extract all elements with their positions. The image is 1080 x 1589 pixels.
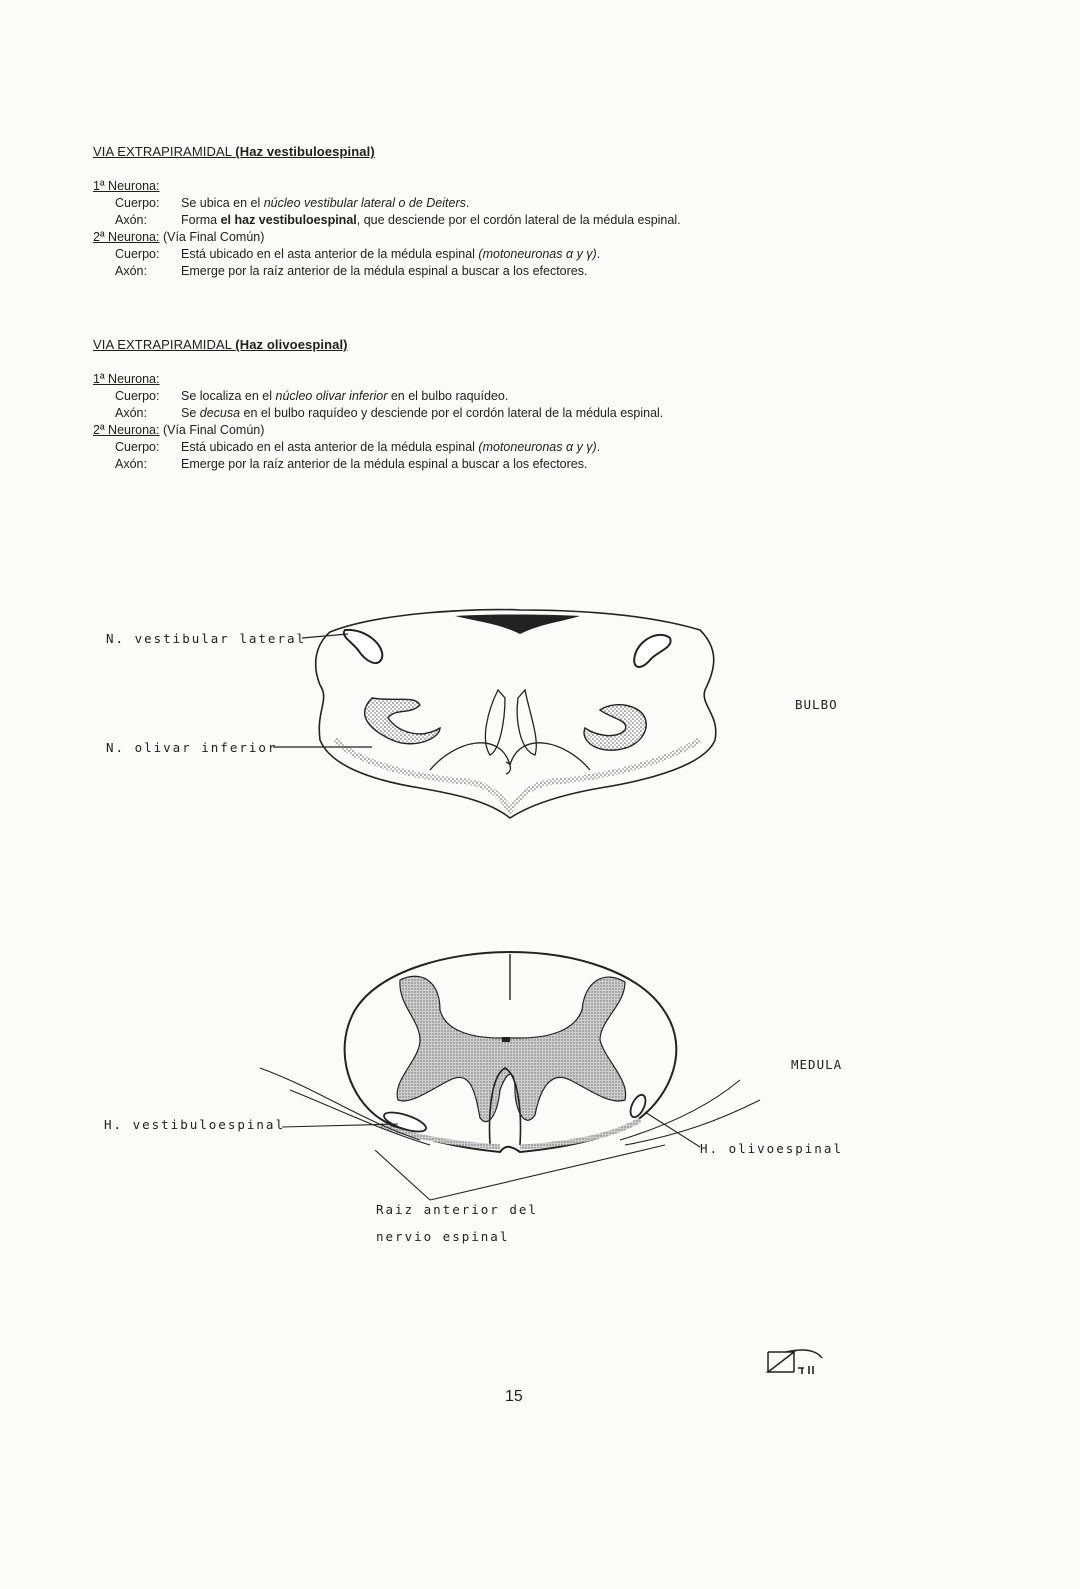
axon-text: Emerge por la raíz anterior de la médula espinal a buscar a los efectores. (181, 457, 588, 471)
axon-row (93, 263, 813, 280)
vestibular-nucleus-left (344, 630, 382, 663)
central-canal (502, 1037, 510, 1042)
olivoespinal-tract (627, 1093, 648, 1120)
label-bulbo: BULBO (795, 697, 838, 712)
axon-row (93, 212, 813, 229)
text-part: Se ubica en el (181, 196, 264, 210)
section-vestibuloespinal (93, 143, 813, 280)
text-bold: el haz vestibuloespinal (220, 213, 357, 227)
axon-label: Axón: (115, 264, 147, 278)
cuerpo-row (93, 388, 813, 405)
heading-bold: (Haz olivoespinal) (235, 337, 348, 352)
text-italic: núcleo vestibular lateral o de Deiters (263, 196, 466, 210)
text-part: Forma (181, 213, 221, 227)
raiz-leader-lines (375, 1145, 665, 1200)
label-h-olivoespinal: H. olivoespinal (700, 1141, 843, 1156)
cuerpo-label: Cuerpo: (115, 440, 160, 454)
axon-label: Axón: (115, 457, 147, 471)
neuron-2-label: 2ª Neurona: (93, 230, 160, 244)
label-raiz-line-2: nervio espinal (376, 1229, 510, 1244)
heading-bold: (Haz vestibuloespinal) (235, 144, 375, 159)
label-h-vestibuloespinal: H. vestibuloespinal (104, 1117, 285, 1132)
cuerpo-text (181, 246, 813, 263)
text-italic: decusa (199, 406, 241, 420)
text-part: Se (181, 406, 200, 420)
midline-mark (506, 762, 511, 774)
neuron-2-label: 2ª Neurona: (93, 423, 160, 437)
label-n-vestibular-lateral: N. vestibular lateral (106, 631, 307, 646)
cuerpo-label: Cuerpo: (115, 196, 160, 210)
cuerpo-text (181, 195, 813, 212)
olivary-nucleus-right (584, 705, 646, 751)
label-n-olivar-inferior: N. olivar inferior (106, 740, 278, 755)
leader-line-olivoespinal (645, 1112, 700, 1147)
text-part: , que desciende por el cordón lateral de la médula espinal. (356, 213, 681, 227)
text-italic: (motoneuronas α y γ) (478, 440, 597, 454)
olivary-nucleus-left (365, 698, 440, 744)
cuerpo-text (181, 388, 813, 405)
ventricle-band (455, 615, 580, 635)
neuron-1-label: 1ª Neurona: (93, 179, 160, 193)
neuron-2-line (93, 229, 813, 246)
neuron-2-suffix: (Vía Final Común) (159, 230, 265, 244)
axon-label: Axón: (115, 406, 147, 420)
bulbo-cross-section (0, 590, 1080, 830)
cuerpo-row (93, 195, 813, 212)
neuron-2-suffix: (Vía Final Común) (159, 423, 265, 437)
publisher-logo-icon (764, 1346, 828, 1378)
neuron-1-label: 1ª Neurona: (93, 372, 160, 386)
cuerpo-text (181, 439, 813, 456)
text-part: Está ubicado en el asta anterior de la médula espinal (181, 440, 479, 454)
label-medula: MEDULA (791, 1057, 843, 1072)
axon-row (93, 456, 813, 473)
axon-text (181, 212, 813, 229)
cuerpo-label: Cuerpo: (115, 389, 160, 403)
heading-prefix: VIA EXTRAPIRAMIDAL (93, 337, 236, 352)
gray-matter (397, 976, 626, 1121)
section-olivoespinal (93, 336, 813, 473)
text-italic: (motoneuronas α y γ) (478, 247, 597, 261)
axon-text: Emerge por la raíz anterior de la médula espinal a buscar a los efectores. (181, 264, 588, 278)
section-heading (93, 143, 813, 160)
text-part: . (596, 440, 601, 454)
text-part: . (596, 247, 601, 261)
text-part: Está ubicado en el asta anterior de la médula espinal (181, 247, 479, 261)
axon-label: Axón: (115, 213, 147, 227)
medula-cross-section (0, 940, 1080, 1220)
neuron-2-line (93, 422, 813, 439)
cuerpo-label: Cuerpo: (115, 247, 160, 261)
section-heading (93, 336, 813, 353)
text-part: en el bulbo raquídeo y desciende por el cordón lateral de la médula espinal. (240, 406, 664, 420)
page-number: 15 (505, 1388, 523, 1405)
nerve-root-right-lower (625, 1100, 760, 1145)
cuerpo-row (93, 439, 813, 456)
text-italic: núcleo olivar inferior (275, 389, 388, 403)
text-part: Se localiza en el (181, 389, 276, 403)
axon-row (93, 405, 813, 422)
heading-prefix: VIA EXTRAPIRAMIDAL (93, 144, 236, 159)
cuerpo-row (93, 246, 813, 263)
text-part: en el bulbo raquídeo. (387, 389, 509, 403)
vestibular-nucleus-right (634, 635, 670, 667)
text-part: . (465, 196, 470, 210)
label-raiz-line-1: Raiz anterior del (376, 1202, 538, 1217)
axon-text (181, 405, 813, 422)
